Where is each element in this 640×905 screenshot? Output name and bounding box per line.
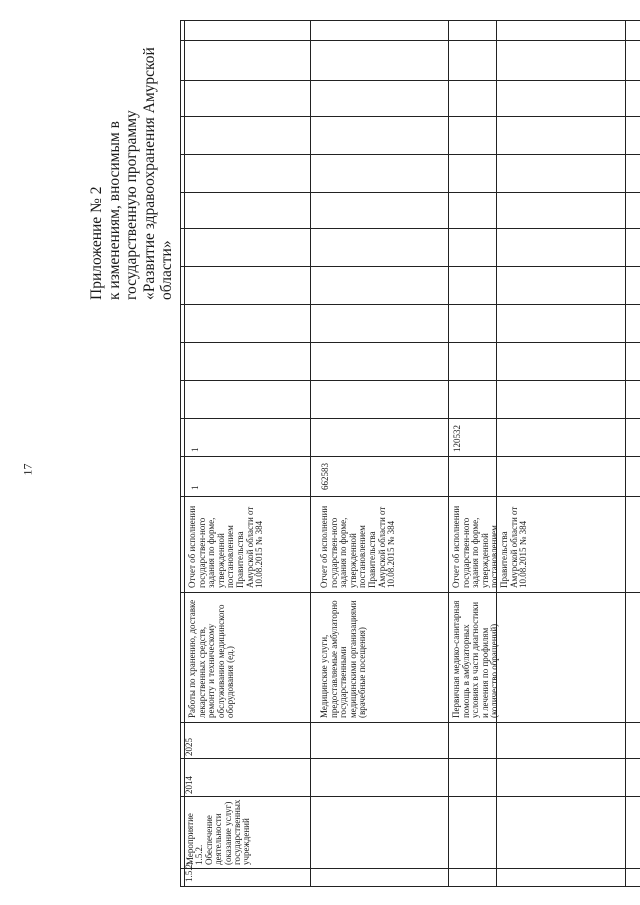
appendix-line-2: к изменениям, вносимым в: [105, 121, 123, 300]
item-value1-2: 662583: [320, 463, 330, 490]
row-title: Мероприятие 1.5.2. Обеспечение деятельности (оказание услуг) государственных учреждений: [185, 799, 252, 865]
appendix-line-4: «Развитие здравоохранения Амурской: [140, 47, 158, 300]
program-table: [180, 20, 640, 886]
year-end: 2025: [184, 738, 194, 756]
appendix-line-3: государственную программу: [123, 110, 140, 300]
item-work-1: Работы по хранению, доставке лекарственных средств, ремонту и техническому обслуживанию медицинского оборудования (ед.): [187, 599, 236, 718]
item-value1-1: 1: [190, 485, 200, 490]
appendix-header: [88, 40, 175, 300]
item-work-2: Медицинские услуги, предоставляемые амбулаторно государственными медицинскими организациями (врачебные посещения): [319, 600, 368, 718]
year-start: 2014: [184, 776, 194, 794]
appendix-line-1: Приложение № 2: [88, 186, 105, 300]
item-work-3: Первичная медико-санитарная помощь в амбулаторных условиях в части диагностики и лечения по профилям (количество обращений): [451, 600, 500, 718]
page-number: 17: [20, 463, 35, 476]
item-report-2: Отчет об исполнении государствен-ного задания по форме, утвержденной постановлением Правительства Амурской области от 10.08.2015 № 384: [319, 505, 397, 588]
item-value2-3: 120532: [452, 425, 462, 452]
item-report-3: Отчет об исполнении государствен-ного задания по форме, утвержденной постановлением Правительства Амурской области от 10.08.2015 № 384: [451, 505, 529, 588]
row-number: 1.5.2.: [184, 861, 194, 882]
item-report-1: Отчет об исполнении государствен-ного задания по форме, утвержденной постановлением Правительства Амурской области от 10.08.2015 № 384: [187, 505, 265, 588]
appendix-line-5: области»: [158, 240, 175, 300]
item-value2-1: 1: [190, 447, 200, 452]
